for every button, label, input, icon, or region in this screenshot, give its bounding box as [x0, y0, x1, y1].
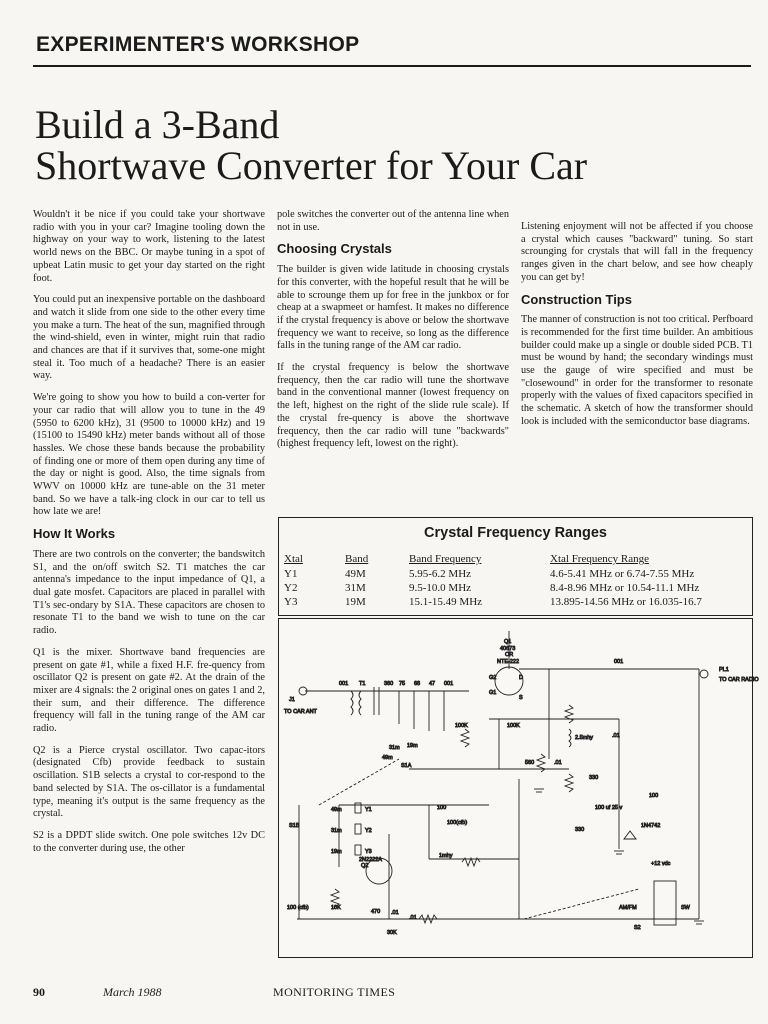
label-c01c: .01: [409, 915, 417, 921]
label-q2: Q2: [361, 863, 369, 869]
paragraph: We're going to show you how to build a con-verter for your car radio that will allow you to tune in the 49 (5950 to 6200 kHz), 31 (9500 to 10000 kHz) and 19 (15100 to 15490 kHz) meter bands without all of those hassles. We chose these bands because the probability of finding one or more of them open during any time of the day or night is good. Also, the time signals from WWV on 10000 kHz are tune-able on the 31 meter band. So we have a talk-ing clock in our car to tell us how late we are!: [33, 392, 265, 518]
table-header-row: [279, 553, 752, 566]
table-row: [279, 582, 752, 595]
label-m31: 31m: [389, 745, 400, 751]
paragraph: If the crystal frequency is below the shortwave frequency, then the car radio will tune the shortwave band in the conventional manner (lowest frequency on the left, highest on the right of the slide rule scale). If the crystal fre-quency is above the shortwave frequency, then the car radio will tune "backwards" (highest frequency left, lowest on the right).: [277, 362, 509, 450]
header-band: Band: [345, 553, 369, 565]
cell-band: 49M: [345, 568, 366, 580]
paragraph: Listening enjoyment will not be affected if you choose a crystal which causes "backward" tuning. So start scrounging for crystals that will fall in the frequency ranges given in the chart below, and see how cheaply you can get by!: [521, 221, 753, 283]
label-l1mhy: 1mhy: [439, 853, 453, 859]
label-vcc: +12 vdc: [651, 861, 671, 867]
section-label: EXPERIMENTER'S WORKSHOP: [36, 33, 360, 56]
label-c100cfb2: 100 (cfb): [287, 905, 309, 911]
label-c75: 75: [399, 681, 406, 687]
label-pin-g1: G1: [489, 690, 497, 696]
section-rule: [33, 65, 751, 67]
paragraph: There are two controls on the converter; the bandswitch S1, and the on/off switch S2. T1 matches the car antenna's impedance to the input impedance of Q1, a dual gate mosfet. Capacitors are placed in parallel with T1's sec-ondary by S1A. These capacitors are chosen to resonate T1 to the band we wish to tune on the car radio.: [33, 548, 265, 637]
label-r30k: 30K: [387, 930, 397, 936]
header-xtal-frequency-range: Xtal Frequency Range: [550, 553, 649, 565]
label-y2: Y2: [365, 828, 372, 834]
label-to-car-ant: TO CAR ANT: [284, 709, 317, 715]
label-r100k-b: 100K: [507, 723, 520, 729]
article-headline: [35, 104, 755, 186]
label-c001c: 001: [614, 659, 624, 665]
cell-band: 31M: [345, 582, 366, 594]
crystal-frequency-table: [278, 517, 753, 616]
label-m19: 19m: [407, 743, 418, 749]
headline-line-1: Build a 3-Band: [35, 102, 280, 147]
column-3: [521, 221, 753, 438]
label-r100k-a: 100K: [455, 723, 468, 729]
label-x19: 19m: [331, 849, 342, 855]
label-c01a: .01: [554, 760, 562, 766]
publication-name: MONITORING TIMES: [273, 985, 396, 999]
cell-xtal: Y3: [284, 596, 298, 608]
paragraph: Wouldn't it be nice if you could take your shortwave radio with you in your car? Imagine tooling down the highway on your way to work, listening to the latest world news on the BBC. Or maybe tuning in a spot of upbeat Latin music to get your day started on the right foot.: [33, 209, 265, 284]
subheading-construction-tips: Construction Tips: [521, 291, 632, 307]
label-to-car-radio: TO CAR RADIO: [719, 677, 759, 683]
column-1-top: [33, 209, 265, 864]
paragraph: The builder is given wide latitude in choosing crystals for this converter, with the hopeful result that he will be able to scrounge them up for free in the junkbox or for cheap at a swapmeet or hamfest. It makes no difference if the crystal frequency is above or below the shortwave frequency we want to receive, so long as the difference falls in the tuning range of the AM car radio.: [277, 264, 509, 352]
label-r470: 470: [371, 909, 381, 915]
label-l25: 2.5mhy: [575, 735, 594, 741]
subheading-choosing-crystals: Choosing Crystals: [277, 241, 392, 257]
paragraph: The manner of construction is not too critical. Perfboard is recommended for the first time builder. An ambitious builder could make up a single or double sided PCB. T1 must be wound by hand; the secondary windings must use the gauge of wire specified and must be "closewound" in order for the transformer to resonate properly with the values of fixed capacitors specified in the schematic. A sketch of how the transformer should look is included with the semiconductor base diagrams.: [521, 314, 753, 427]
table-row: [279, 568, 752, 581]
header-xtal: Xtal: [284, 553, 303, 565]
cell-xtal: Y1: [284, 568, 298, 580]
label-q1-alt: NTE-222: [497, 659, 520, 665]
paragraph: Q1 is the mixer. Shortwave band frequencies are present on gate #1, while a fixed H.F. fre-quency from oscillator Q2 is present on gate #2. At the drain of the mixer are 4 signals: the 2 original ones on gates 1 and 2, their sum, and their difference. The difference frequency will fall in the tuning range of the AM car radio.: [33, 646, 265, 735]
paragraph: S2 is a DPDT slide switch. One pole switches 12v DC to the converter during use, the other: [33, 829, 265, 854]
label-t1: T1: [359, 681, 366, 687]
cell-band-frequency: 15.1-15.49 MHz: [409, 596, 483, 608]
label-c68: 68: [414, 681, 421, 687]
label-r330a: 330: [589, 775, 599, 781]
cell-xtal-range: 13.895-14.56 MHz or 16.035-16.7: [550, 596, 702, 608]
label-y3: Y3: [365, 849, 372, 855]
label-pin-d: D: [519, 675, 523, 681]
label-q2-part: 2N2222A: [359, 857, 382, 863]
label-q1: Q1: [504, 639, 512, 645]
converter-schematic: [278, 618, 759, 958]
cell-xtal-range: 4.6-5.41 MHz or 6.74-7.55 MHz: [550, 568, 695, 580]
label-pin-g2: G2: [489, 675, 497, 681]
label-s1a: S1A: [401, 763, 412, 769]
cell-xtal-range: 8.4-8.96 MHz or 10.54-11.1 MHz: [550, 582, 700, 594]
label-pl1: PL1: [719, 667, 729, 673]
label-r10k: 10K: [331, 905, 341, 911]
label-m49: 49m: [382, 755, 393, 761]
label-q1-part: 40673: [500, 646, 516, 652]
header-band-frequency: Band Frequency: [409, 553, 482, 565]
label-c100: 100: [437, 805, 447, 811]
label-q1-or: OR: [505, 652, 514, 658]
label-c100cfb: 100(cfb): [447, 820, 468, 826]
label-c01d: .01: [391, 910, 399, 916]
cell-xtal: Y2: [284, 582, 298, 594]
paragraph: Q2 is a Pierce crystal oscillator. Two capac-itors (designated Cfb) provide feedback to sustain oscillation. S1B selects a crystal to cor-respond to the band selected by S1A. The os-cillator is a fundamental type, meaning it's output is the same frequency as the crystal.: [33, 744, 265, 820]
label-sw: SW: [681, 905, 690, 911]
label-x31: 31m: [331, 828, 342, 834]
label-r560: 560: [525, 760, 535, 766]
table-row: [279, 596, 752, 609]
headline-line-2: Shortwave Converter for Your Car: [35, 143, 588, 188]
label-c360: 360: [384, 681, 394, 687]
label-amfm: AM/FM: [619, 905, 637, 911]
page-number: 90: [33, 985, 45, 999]
label-c001a: 001: [339, 681, 349, 687]
label-c001b: 001: [444, 681, 454, 687]
subheading-how-it-works: How It Works: [33, 526, 116, 542]
column-2: [277, 209, 509, 460]
label-j1: J1: [289, 697, 295, 703]
cell-band-frequency: 5.95-6.2 MHz: [409, 568, 472, 580]
table-title: Crystal Frequency Ranges: [424, 525, 607, 541]
label-c01b: .01: [612, 733, 620, 739]
cell-band-frequency: 9.5-10.0 MHz: [409, 582, 472, 594]
paragraph: pole switches the converter out of the antenna line when not in use.: [277, 209, 509, 233]
label-c47: 47: [429, 681, 436, 687]
label-d1: 1N4742: [641, 823, 661, 829]
schematic-drawing: [279, 619, 759, 956]
cell-band: 19M: [345, 596, 366, 608]
label-s1b: S1B: [289, 823, 300, 829]
label-r330b: 330: [575, 827, 585, 833]
label-pin-s: S: [519, 695, 523, 701]
paragraph: You could put an inexpensive portable on the dashboard and watch it slide from one side to the other every time you make a turn. The heat of the sun, magnified through the wind-shield, even in winter, might ruin that radio and chances are that if it survives that, some-one might steal it. Too much of a headache? There is an easier way.: [33, 294, 266, 382]
label-s2: S2: [634, 925, 641, 931]
issue-date: March 1988: [103, 985, 162, 999]
label-c100uf: 100 uf 25 v: [595, 805, 623, 811]
label-c100b: 100: [649, 793, 659, 799]
label-x49: 49m: [331, 807, 342, 813]
label-y1: Y1: [365, 807, 372, 813]
